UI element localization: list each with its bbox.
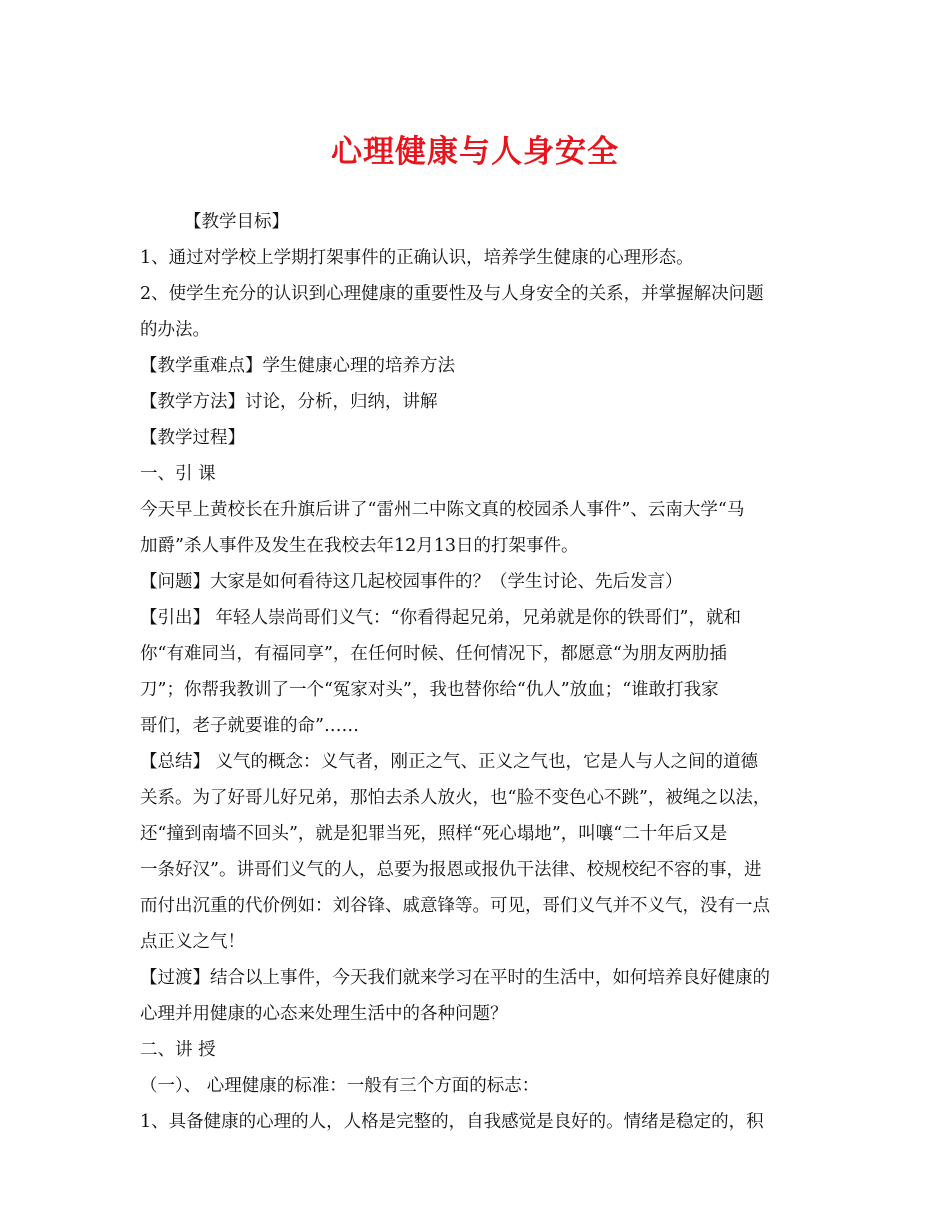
paragraph-line: 一条好汉”。讲哥们义气的人，总要为报恩或报仇干法律、校规校纪不容的事，进: [140, 860, 762, 880]
paragraph-line: （一）、 心理健康的标准：一般有三个方面的标志：: [140, 1076, 540, 1096]
paragraph-line: 【教学重难点】学生健康心理的培养方法: [140, 356, 455, 376]
paragraph-line: 二、讲 授: [140, 1040, 216, 1060]
paragraph-line: 一、引 课: [140, 464, 216, 484]
paragraph-line: 的办法。: [140, 320, 210, 340]
paragraph-line: 你“有难同当，有福同享”，在任何时候、任何情况下，都愿意“为朋友两肋插: [140, 644, 727, 664]
paragraph-line: 而付出沉重的代价例如：刘谷锋、戚意锋等。可见，哥们义气并不义气，没有一点: [140, 896, 770, 916]
paragraph-line: 【过渡】结合以上事件，今天我们就来学习在平时的生活中，如何培养良好健康的: [140, 968, 770, 988]
paragraph-line: 心理并用健康的心态来处理生活中的各种问题？: [140, 1004, 508, 1024]
paragraph-line: 【引出】 年轻人崇尚哥们义气：“你看得起兄弟，兄弟就是你的铁哥们”，就和: [140, 608, 741, 628]
document-body: [140, 204, 820, 1140]
paragraph-line: 点正义之气！: [140, 932, 245, 952]
paragraph-line: 还“撞到南墙不回头”，就是犯罪当死，照样“死心塌地”，叫嚷“二十年后又是: [140, 824, 728, 844]
section-heading-objectives: 【教学目标】: [184, 212, 289, 232]
paragraph-line: 【教学方法】讨论，分析，归纳，讲解: [140, 392, 438, 412]
paragraph-line: 关系。为了好哥儿好兄弟，那怕去杀人放火，也“脸不变色心不跳”，被绳之以法，: [140, 788, 771, 808]
paragraph-line: 1、通过对学校上学期打架事件的正确认识，培养学生健康的心理形态。: [140, 248, 694, 268]
paragraph-line: 加爵”杀人事件及发生在我校去年12月13日的打架事件。: [140, 536, 579, 556]
paragraph-line: 2、使学生充分的认识到心理健康的重要性及与人身安全的关系，并掌握解决问题: [140, 284, 764, 304]
paragraph-line: 1、具备健康的心理的人，人格是完整的，自我感觉是良好的。情绪是稳定的，积: [140, 1112, 764, 1132]
document-title: 心理健康与人身安全: [331, 134, 619, 170]
paragraph-line: 【总结】 义气的概念：义气者，刚正之气、正义之气也，它是人与人之间的道德: [140, 752, 759, 772]
paragraph-line: 今天早上黄校长在升旗后讲了“雷州二中陈文真的校园杀人事件”、云南大学“马: [140, 500, 745, 520]
paragraph-line: 【教学过程】: [140, 428, 245, 448]
paragraph-line: 刀”；你帮我教训了一个“冤家对头”，我也替你给“仇人”放血；“谁敢打我家: [140, 680, 719, 700]
paragraph-line: 哥们，老子就要谁的命”……: [140, 716, 359, 736]
paragraph-line: 【问题】大家是如何看待这几起校园事件的？（学生讨论、先后发言）: [140, 572, 683, 592]
